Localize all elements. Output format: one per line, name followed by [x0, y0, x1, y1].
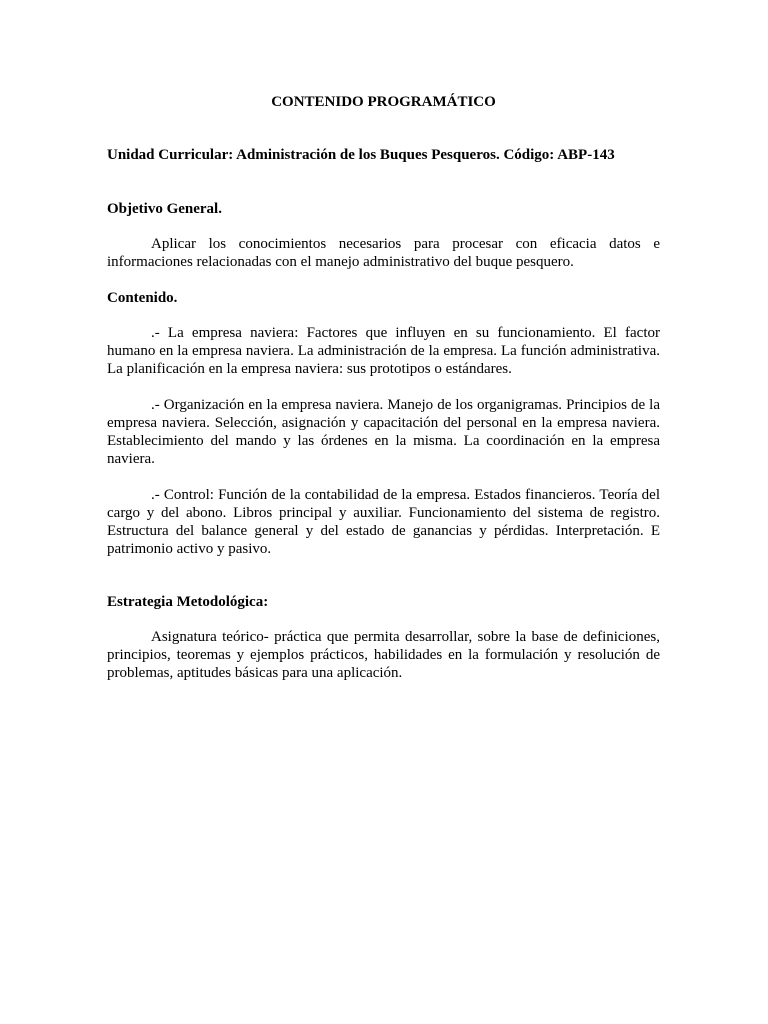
estrategia-paragraph: Asignatura teórico- práctica que permita desarrollar, sobre la base de definiciones, principios, teoremas y ejemplos prácticos, habilidades en la formulación y resolución de problemas, aptitudes básicas para una aplicación.	[107, 629, 660, 681]
document-title: CONTENIDO PROGRAMÁTICO	[271, 94, 496, 110]
objetivo-paragraph: Aplicar los conocimientos necesarios para procesar con eficacia datos e informaciones relacionadas con el manejo administrativo del buque pesquero.	[107, 236, 660, 270]
curricular-unit-line: Unidad Curricular: Administración de los Buques Pesqueros. Código: ABP-143	[107, 147, 615, 163]
contenido-item-2: .- Organización en la empresa naviera. Manejo de los organigramas. Principios de la empresa naviera. Selección, asignación y capacitación del personal en la empresa naviera. Establecimiento del mando y las órdenes en la misma. La coordinación en la empresa naviera.	[107, 397, 660, 467]
contenido-item-1: .- La empresa naviera: Factores que influyen en su funcionamiento. El factor humano en la empresa naviera. La administración de la empresa. La función administrativa. La planificación en la empresa naviera: sus prototipos o estándares.	[107, 325, 660, 377]
contenido-item-3: .- Control: Función de la contabilidad de la empresa. Estados financieros. Teoría del cargo y del abono. Libros principal y auxiliar. Funcionamiento del sistema de registro. Estructura del balance general y del estado de ganancias y pérdidas. Interpretación. E patrimonio activo y pasivo.	[107, 487, 660, 557]
estrategia-heading: Estrategia Metodológica:	[107, 594, 269, 610]
contenido-heading: Contenido.	[107, 290, 178, 306]
objetivo-heading: Objetivo General.	[107, 201, 222, 217]
